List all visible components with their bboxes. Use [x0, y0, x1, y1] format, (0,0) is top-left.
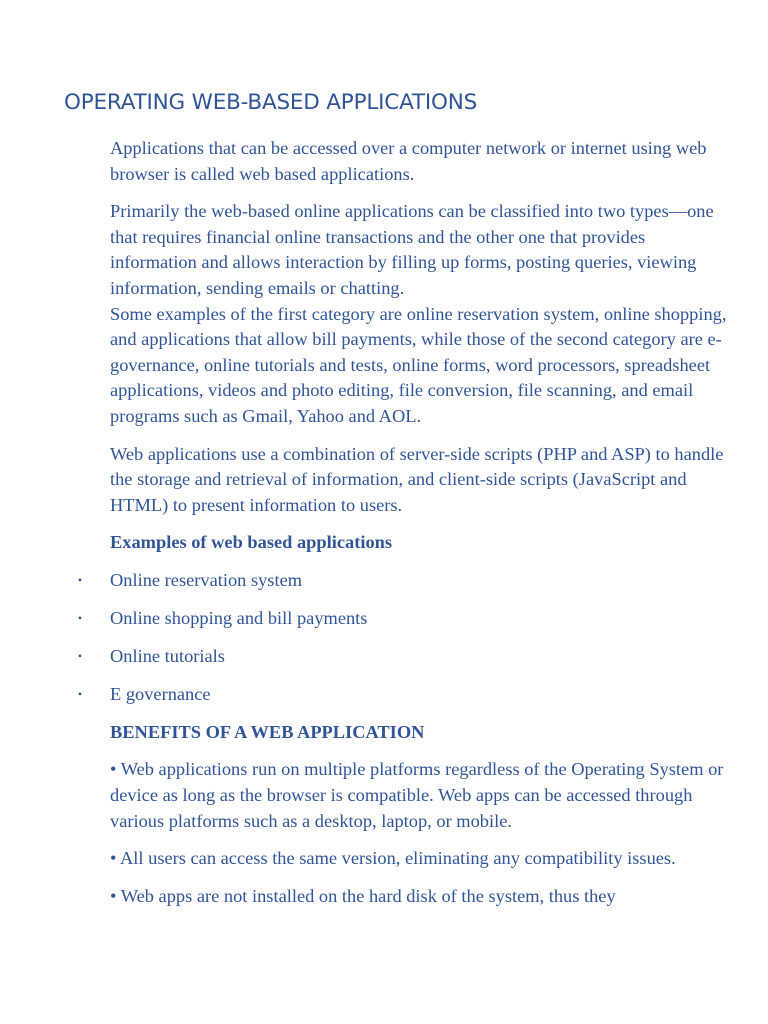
list-item-label: E governance: [110, 683, 211, 704]
bullet-icon: •: [77, 686, 83, 701]
bullet-icon: •: [77, 572, 83, 587]
bullet-icon: •: [77, 648, 83, 663]
benefit-item: • All users can access the same version, eliminating any compatibility issues.: [110, 848, 676, 869]
intro-paragraph: Applications that can be accessed over a computer network or internet using web browser is called web based applications.: [110, 138, 707, 184]
scripts-paragraph: Web applications use a combination of server-side scripts (PHP and ASP) to handle the storage and retrieval of information, and client-side scripts (JavaScript and HTML) to present information to users.: [110, 443, 724, 515]
benefit-item: • Web apps are not installed on the hard disk of the system, thus they: [110, 885, 616, 906]
list-item: [74, 568, 730, 594]
document-body: [77, 136, 730, 921]
classification-paragraph: Primarily the web-based online applications can be classified into two types—one that requires financial online transactions and the other one that provides information and allows interaction by filling up forms, posting queries, viewing information, sending emails or chatting.: [110, 201, 714, 298]
examples-heading: Examples of web based applications: [110, 532, 393, 553]
list-item-label: Online tutorials: [110, 645, 225, 666]
list-item: [74, 606, 730, 632]
benefits-heading: BENEFITS OF A WEB APPLICATION: [110, 721, 425, 742]
examples-list: [74, 568, 730, 708]
list-item: [74, 644, 730, 670]
examples-paragraph: Some examples of the first category are online reservation system, online shopping, and applications that allow bill payments, while those of the second category are e-governance, online tutorials and tests, online forms, word processors, spreadsheet applications, videos and photo editing, file conversion, file scanning, and email programs such as Gmail, Yahoo and AOL.: [110, 303, 727, 426]
list-item-label: Online reservation system: [110, 569, 303, 590]
list-item: [74, 682, 730, 708]
bullet-icon: •: [77, 610, 83, 625]
benefit-item: • Web applications run on multiple platforms regardless of the Operating System or device as long as the browser is compatible. Web apps can be accessed through various platforms such as a desktop, laptop, or mobile.: [110, 759, 724, 831]
list-item-label: Online shopping and bill payments: [110, 607, 368, 628]
document-title: OPERATING WEB-BASED APPLICATIONS: [64, 90, 478, 115]
